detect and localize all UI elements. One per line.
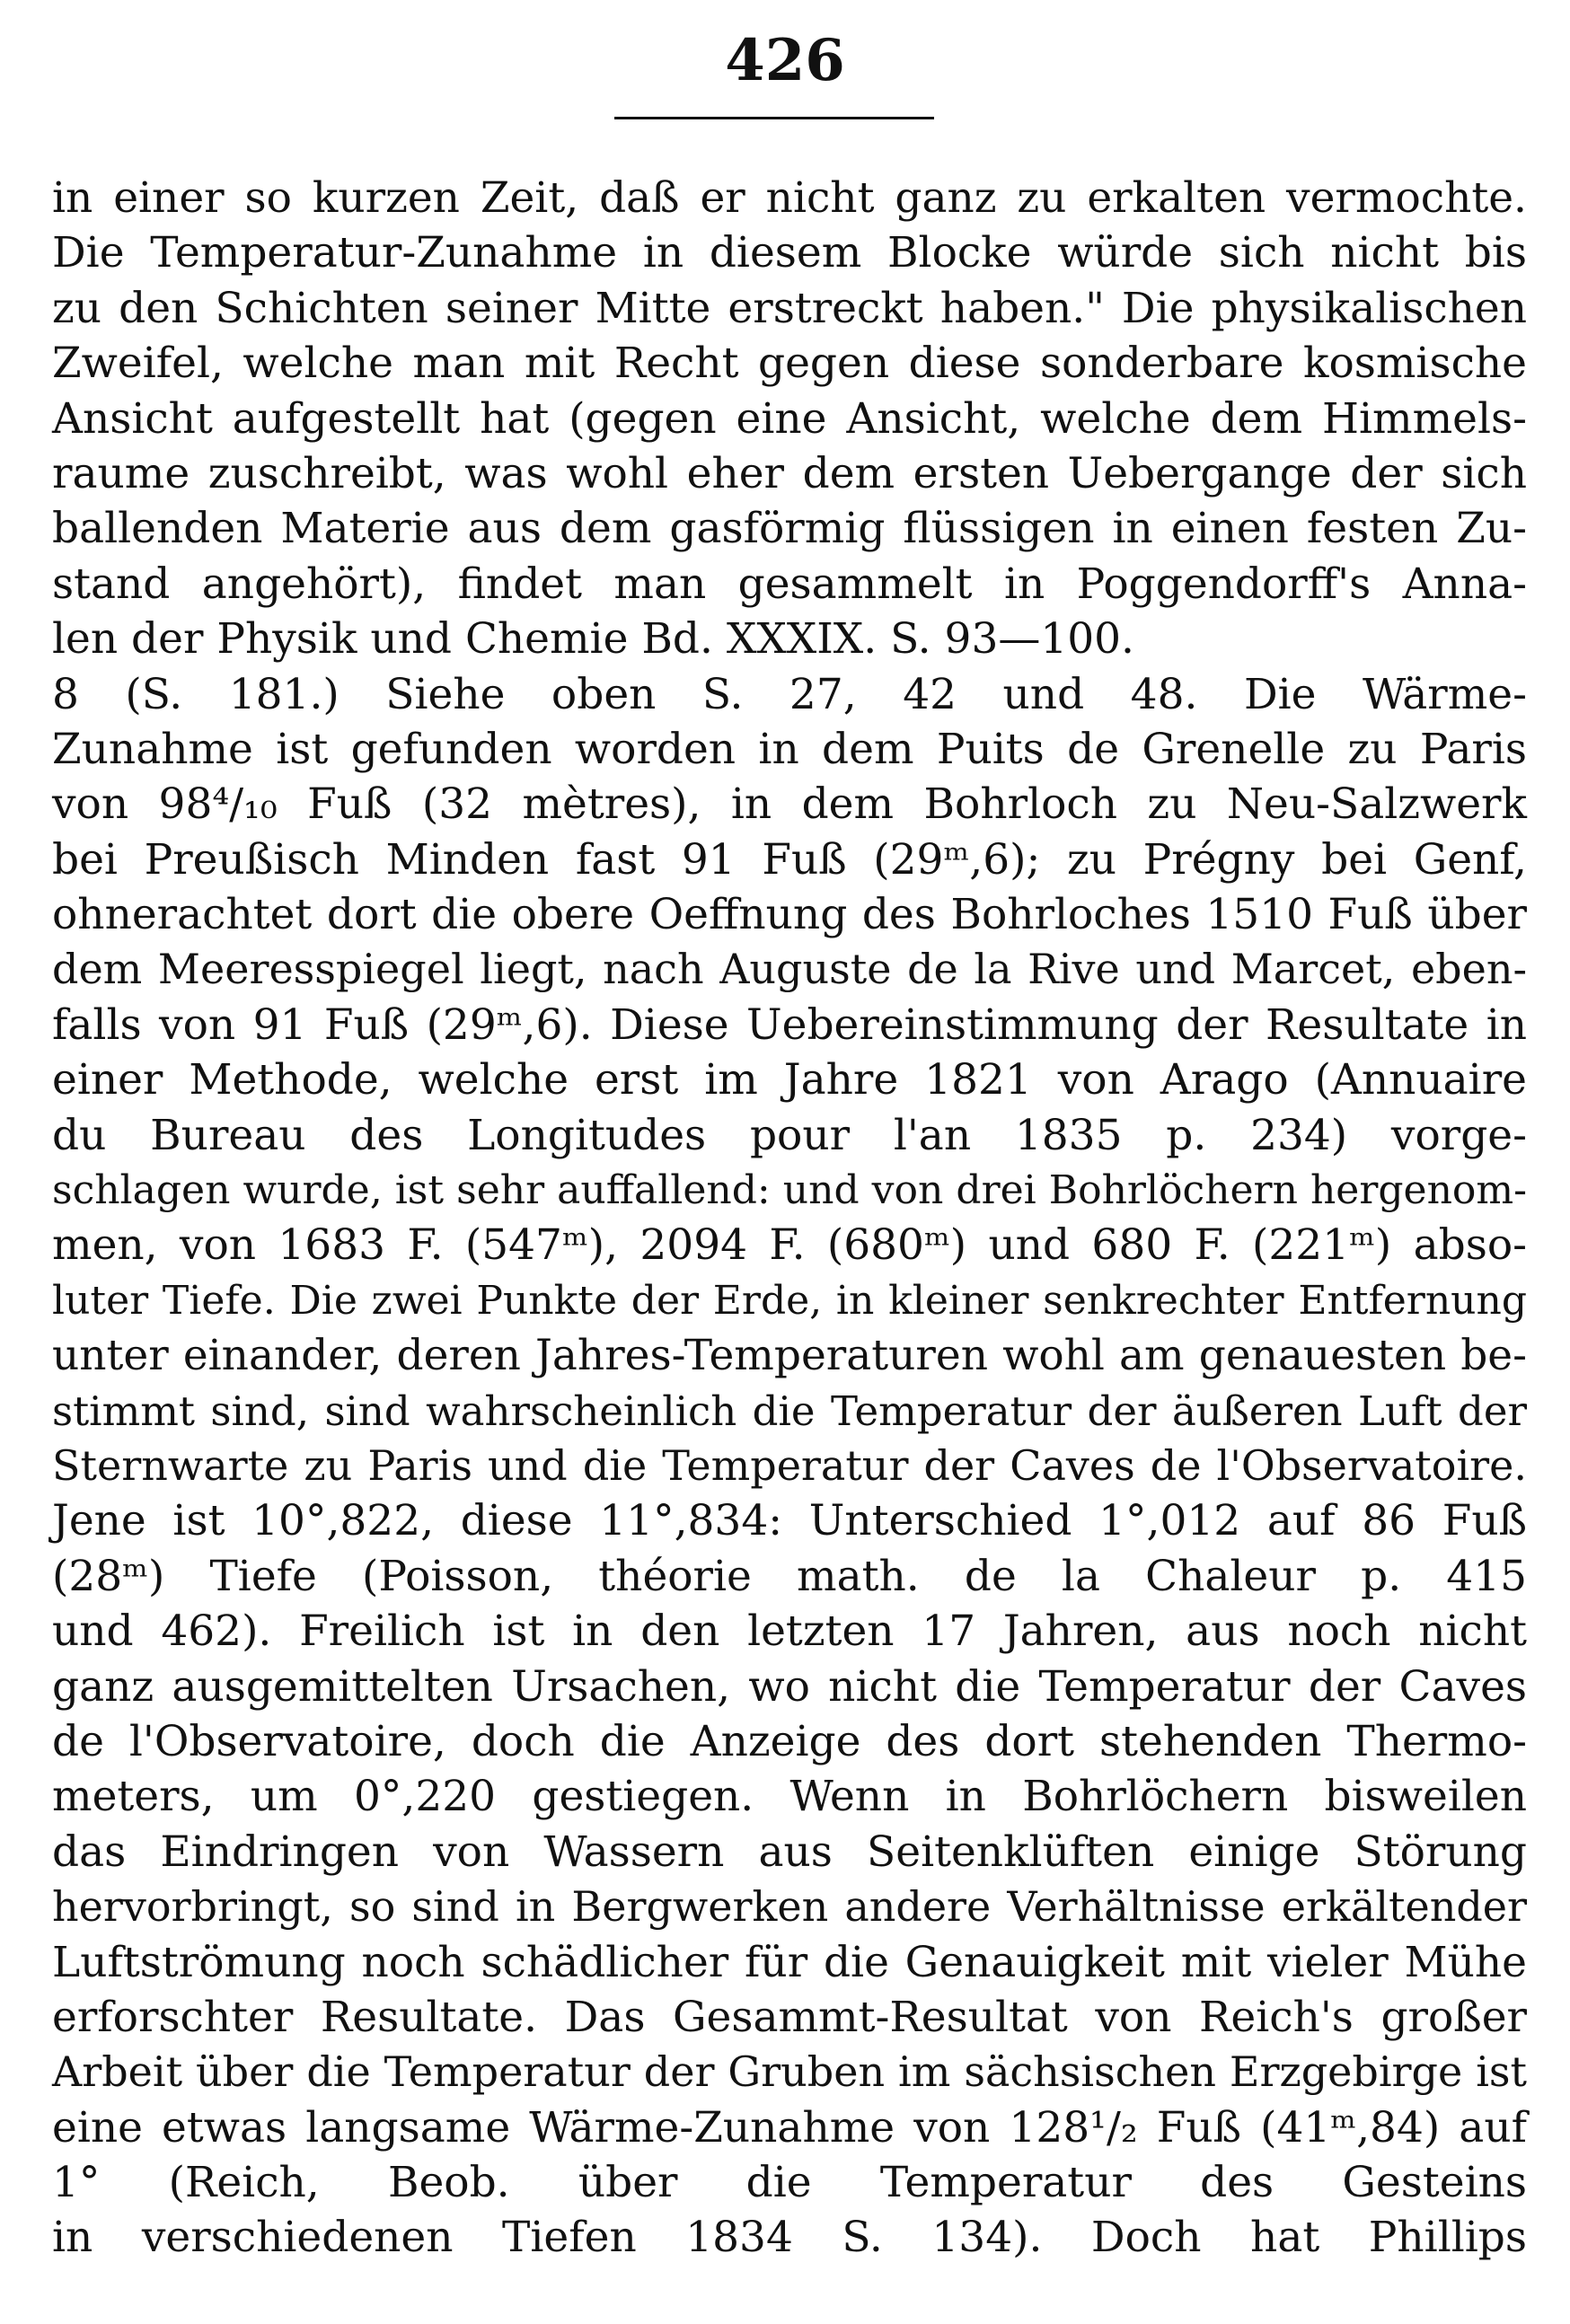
page-number: 426 (725, 27, 845, 94)
header-rule (614, 117, 934, 119)
text-line: Zweifel, welche man mit Recht gegen diese sonderbare kosmische (52, 339, 1527, 389)
text-line: 8 (S. 181.) Siehe oben S. 27, 42 und 48. Die Wärme- (52, 669, 1527, 719)
text-line: falls von 91 Fuß (29ᵐ,6). Diese Uebereinstimmung der Resultate in (52, 999, 1527, 1050)
text-line: Die Temperatur-Zunahme in diesem Blocke würde sich nicht bis (52, 228, 1527, 278)
text-line: Ansicht aufgestellt hat (gegen eine Ansicht, welche dem Himmels- (52, 393, 1527, 444)
body-text (52, 171, 1527, 2266)
text-line: Arbeit über die Temperatur der Gruben im sächsischen Erzgebirge ist (52, 2047, 1527, 2097)
text-line: (28ᵐ) Tiefe (Poisson, théorie math. de la Chaleur p. 415 (52, 1551, 1527, 1601)
text-line: von 98⁴/₁₀ Fuß (32 mètres), in dem Bohrloch zu Neu-Salzwerk (52, 779, 1527, 830)
text-line: und 462). Freilich ist in den letzten 17 Jahren, aus noch nicht (52, 1607, 1527, 1657)
text-line: 1° (Reich, Beob. über die Temperatur des Gesteins (52, 2158, 1527, 2208)
text-line: Luftströmung noch schädlicher für die Genauigkeit mit vieler Mühe (52, 1937, 1527, 1987)
text-line: Zunahme ist gefunden worden in dem Puits de Grenelle zu Paris (52, 724, 1527, 774)
text-line: len der Physik und Chemie Bd. XXXIX. S. 93—100. (52, 614, 1134, 665)
text-line: zu den Schichten seiner Mitte erstreckt haben." Die physikalischen (52, 283, 1527, 333)
text-line: men, von 1683 F. (547ᵐ), 2094 F. (680ᵐ) und 680 F. (221ᵐ) abso- (52, 1220, 1527, 1271)
text-line: in einer so kurzen Zeit, daß er nicht ganz zu erkalten vermochte. (52, 173, 1527, 223)
text-line: hervorbringt, so sind in Bergwerken andere Verhältnisse erkältender (52, 1882, 1527, 1932)
text-line: in verschiedenen Tiefen 1834 S. 134). Doch hat Phillips (52, 2213, 1527, 2263)
text-line: unter einander, deren Jahres-Temperaturen wohl am genauesten be- (52, 1331, 1527, 1381)
text-line: meters, um 0°,220 gestiegen. Wenn in Bohrlöchern bisweilen (52, 1772, 1527, 1822)
text-line: ganz ausgemittelten Ursachen, wo nicht die Temperatur der Caves (52, 1661, 1527, 1712)
text-line: das Eindringen von Wassern aus Seitenklüften einige Störung (52, 1827, 1527, 1877)
text-line: ballenden Materie aus dem gasförmig flüssigen in einen festen Zu- (52, 504, 1527, 554)
text-line: einer Methode, welche erst im Jahre 1821 von Arago (Annuaire (52, 1055, 1527, 1105)
text-line: raume zuschreibt, was wohl eher dem ersten Uebergange der sich (52, 448, 1527, 498)
text-line: eine etwas langsame Wärme-Zunahme von 128¹/₂ Fuß (41ᵐ,84) auf (52, 2102, 1527, 2152)
text-line: de l'Observatoire, doch die Anzeige des dort stehenden Thermo- (52, 1716, 1527, 1766)
text-line: bei Preußisch Minden fast 91 Fuß (29ᵐ,6); zu Prégny bei Genf, (52, 834, 1527, 885)
text-line: Jene ist 10°,822, diese 11°,834: Unterschied 1°,012 auf 86 Fuß (52, 1496, 1527, 1546)
text-line: du Bureau des Longitudes pour l'an 1835 p. 234) vorge- (52, 1110, 1527, 1160)
text-line: Sternwarte zu Paris und die Temperatur der Caves de l'Observatoire. (52, 1440, 1527, 1490)
text-line: schlagen wurde, ist sehr auffallend: und von drei Bohrlöchern hergenom- (52, 1167, 1527, 1214)
text-line: stand angehört), findet man gesammelt in Poggendorff's Anna- (52, 559, 1527, 609)
text-line: ohnerachtet dort die obere Oeffnung des Bohrloches 1510 Fuß über (52, 890, 1527, 940)
text-line: luter Tiefe. Die zwei Punkte der Erde, in kleiner senkrechter Entfernung (52, 1277, 1527, 1324)
text-line: dem Meeresspiegel liegt, nach Auguste de la Rive und Marcet, eben- (52, 945, 1527, 994)
text-line: stimmt sind, sind wahrscheinlich die Temperatur der äußeren Luft der (52, 1386, 1527, 1435)
text-line: erforschter Resultate. Das Gesammt-Resultat von Reich's großer (52, 1992, 1527, 2042)
